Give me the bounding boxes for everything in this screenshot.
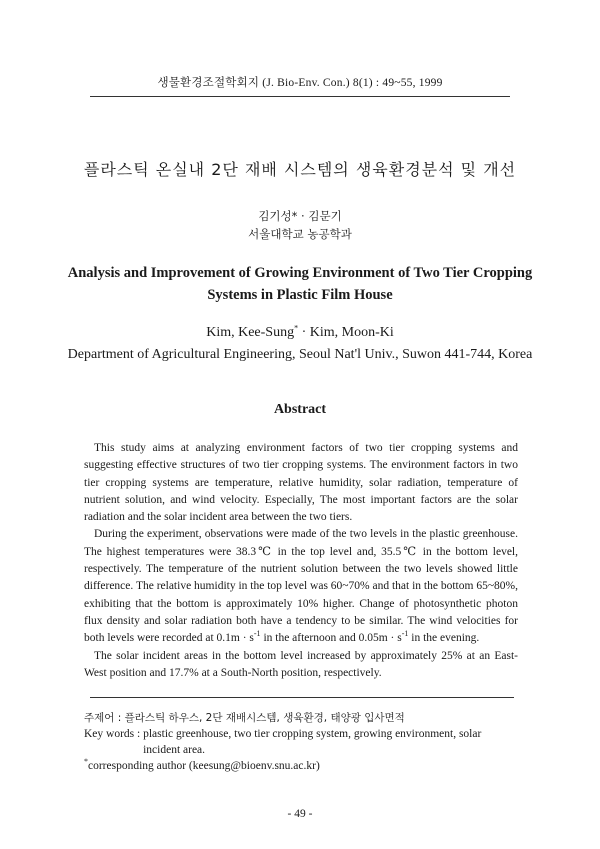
english-title: Analysis and Improvement of Growing Environment of Two Tier Cropping Systems in Plastic Film House <box>67 265 533 303</box>
abstract-paragraph <box>84 526 518 647</box>
header-rule <box>90 96 510 97</box>
superscript: -1 <box>401 629 409 639</box>
section-divider <box>90 697 514 698</box>
keywords-line: incident area. <box>143 744 206 756</box>
abstract-body <box>84 440 518 682</box>
english-authors <box>0 325 600 341</box>
english-affiliation: Department of Agricultural Engineering, Seoul Nat'l Univ., Suwon 441-744, Korea <box>67 347 533 362</box>
abstract-paragraph: The solar incident areas in the bottom level increased by approximately 25% at an East-West position and 17.7% at a South-North position, respectively. <box>84 649 518 679</box>
corresponding-mark: * <box>294 323 299 333</box>
korean-affiliation: 서울대학교 농공학과 <box>248 227 352 241</box>
keywords-label: Key words : <box>84 728 144 740</box>
corresponding-mark: * <box>84 757 88 767</box>
superscript: -1 <box>253 629 261 639</box>
page-number: - 49 - <box>287 808 313 820</box>
korean-authors: 김기성* · 김문기 <box>258 209 342 223</box>
coauthor-name: · Kim, Moon-Ki <box>298 325 394 340</box>
abstract-paragraph: This study aims at analyzing environment factors of two tier cropping systems and suggesting effective structures of two tier cropping systems. The environment factors in two tier cropping systems are temperature, relative humidity, solar radiation, temperature of nutrient solution, and wind velocity. Especially, The most important factors are the solar radiation and the solar incident area between the two tiers. <box>84 442 518 524</box>
keywords-line: plastic greenhouse, two tier cropping system, growing environment, solar <box>143 728 482 740</box>
corresponding-text: corresponding author (keesung@bioenv.snu.ac.kr) <box>88 760 320 772</box>
abstract-text: During the experiment, observations were made of the two levels in the plastic greenhouse. The highest temperatures were 38.3℃ in the top level and, 35.5℃ in the bottom level, respectively. The temperature of the nutrient solution between the two levels showed little difference. The relative humidity in the top level was 60~70% and that in the bottom 65~80%, exhibiting that the bottom is approximately 10% higher. Change of photosynthetic photon flux density and solar radiation both have a tendency to be similar. The wind velocities for both levels were recorded at 0.1m · s <box>84 528 518 645</box>
korean-title: 플라스틱 온실내 2단 재배 시스템의 생육환경분석 및 개선 <box>83 160 517 179</box>
abstract-text: in the evening. <box>408 632 480 645</box>
korean-keywords: 주제어 : 플라스틱 하우스, 2단 재배시스템, 생육환경, 태양광 입사면적 <box>84 712 405 724</box>
english-keywords <box>84 726 524 758</box>
corresponding-author-note <box>84 757 524 772</box>
abstract-heading: Abstract <box>273 402 327 417</box>
author-name: Kim, Kee-Sung <box>206 325 295 340</box>
abstract-text: in the afternoon and 0.05m · s <box>260 632 402 645</box>
running-head: 생물환경조절학회지 (J. Bio-Env. Con.) 8(1) : 49~55, 1999 <box>157 77 443 89</box>
